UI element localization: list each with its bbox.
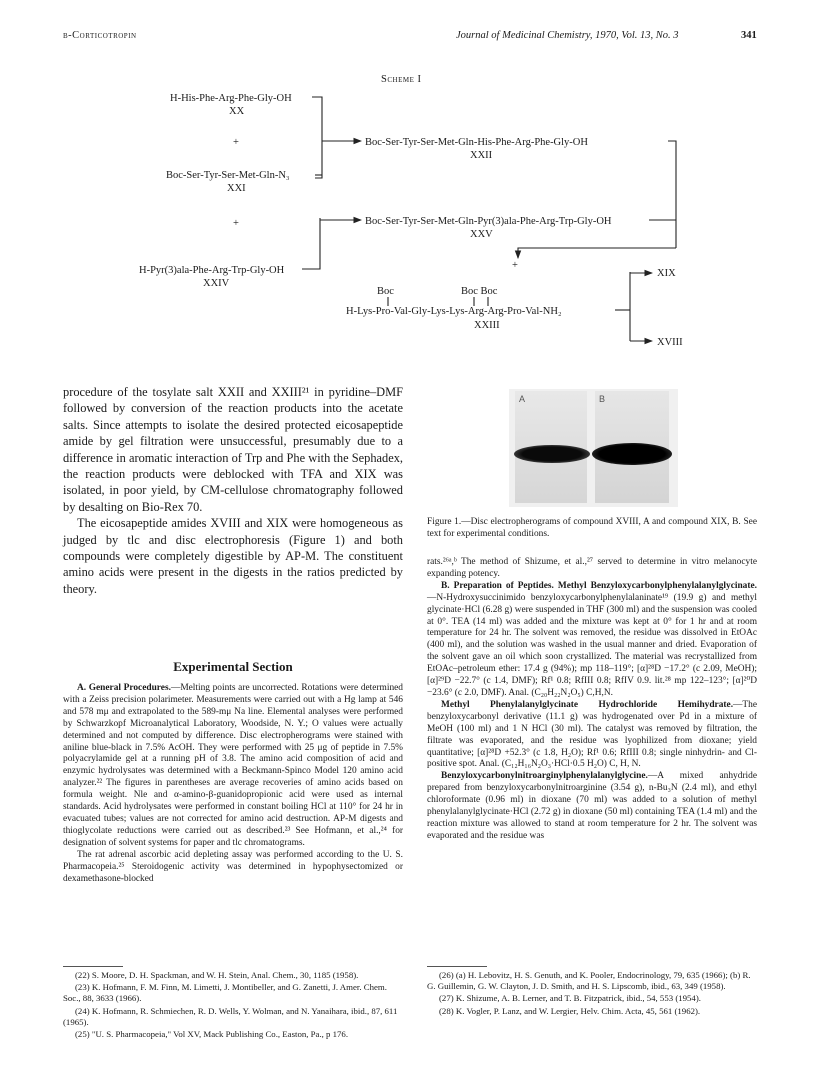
- footnote: (26) (a) H. Lebovitz, H. S. Genuth, and K. Pooler, Endocrinology, 79, 635 (1966); (b) R. G. Guillemin, G. W. Clayton, J. D. Smith, and H. S. Lipscomb, ibid., 63, 349 (1958).: [427, 970, 751, 992]
- boc-label: Boc: [377, 286, 394, 297]
- paragraph: —N-Hydroxysuccinimido benzyloxycarbonylphenylalaninate¹⁹ (19.9 g) and methyl glycinate·HCl (6.28 g) were suspended in THF (300 ml) and the suspension was cooled at 0°. TEA (14 ml) was added and the mixture was kept at 0° for 1 hr and at room temperature for 24 hr. The solvent was removed, the residue was dissolved in EtOAc (400 ml), and the solution was washed in the usual manner and dried. Evaporation of the solvent gave an oil which soon crystallized. The material was recrystallized from EtOAc–petroleum ether: 17.4 g (94%); mp 118–119°; [α]²⁸D −17.2° (c 2.09, MeOH); [α]²⁹D −22.7° (c 1.4, DMF); Rf¹ 0.8; RfIII 0.8; RfIV 0.9. lit.²⁸ mp 122–123°; [α]²⁰D −23.6° (c 2.0, DMF). Anal. (C₂₀H₂₂N₂O₅) C,H,N.: [427, 592, 757, 698]
- subsection-heading: Methyl Phenylalanylglycinate Hydrochloride Hemihydrate.: [441, 699, 734, 710]
- subsection-heading: B. Preparation of Peptides. Methyl Benzyloxycarbonylphenylalanylglycinate.: [441, 580, 757, 591]
- product-xix: XIX: [657, 268, 676, 279]
- compound-xxv-label: XXV: [470, 229, 493, 240]
- compound-xx-label: XX: [229, 106, 245, 117]
- bracket-line: [312, 97, 322, 178]
- compound-xxiv: H-Pyr(3)ala-Phe-Arg-Trp-Gly-OH: [139, 265, 285, 276]
- running-head-journal: Journal of Medicinal Chemistry, 1970, Vol. 13, No. 3: [456, 30, 679, 41]
- bracket-line: [302, 218, 320, 269]
- running-head-left: β-Corticotropin: [63, 30, 137, 41]
- paragraph: procedure of the tosylate salt XXII and XXIII²¹ in pyridine–DMF followed by conversion of the reaction products into the acetate salts. Since attempts to isolate the desired protected eicosapeptide amide by gel filtration were unsuccessful, presumably due to a difference in aromatic interaction of Trp and Phe with the Sephadex, the reaction products were deblocked with TFA and XIX was isolated, in poor yield, by CM-cellulose chromatography followed by desalting on Bio-Rex 70.: [63, 385, 403, 514]
- compound-xxiv-label: XXIV: [203, 278, 230, 289]
- compound-xxiii-label: XXIII: [474, 320, 500, 331]
- paragraph: rats.²⁶ᵃ,ᵇ The method of Shizume, et al.,²⁷ served to determine in vitro melanocyte expanding potency.: [427, 557, 757, 579]
- footnotes-right: [427, 970, 757, 1018]
- paragraph: The eicosapeptide amides XVIII and XIX were homogeneous as judged by tlc and disc electrophoresis (Figure 1) and both compounds were completely digestible by AP-M. The constituent amino acids were present in the digests in the ratios predicted by theory.: [63, 516, 403, 596]
- footnote: (28) K. Vogler, P. Lanz, and W. Lergier, Helv. Chim. Acta, 45, 561 (1962).: [439, 1005, 701, 1016]
- compound-xxii-label: XXII: [470, 150, 493, 161]
- footnote: (27) K. Shizume, A. B. Lerner, and T. B. Fitzpatrick, ibid., 54, 553 (1954).: [439, 993, 701, 1004]
- general-procedures: [63, 683, 403, 885]
- compound-xxi-label: XXI: [227, 183, 246, 194]
- paragraph: —The benzyloxycarbonyl derivative (11.1 g) was hydrogenated over Pd in a mixture of MeOH (100 ml) and 1 N HCl (30 ml). The catalyst was removed by filtration, the filtrate was evaporated, and the residue was lyophilized from dioxane; yield quantitative; [α]²⁸D +52.3° (c 1.8, H₂O); Rf¹ 0.6; RfIII 0.8; single ninhydrin- and Cl-positive spot. Anal. (C₁₂H₁₆N₂O₃·HCl·0.5 H₂O) C, H, N.: [427, 699, 757, 770]
- scheme-title: Scheme I: [381, 74, 422, 85]
- footnote: (24) K. Hofmann, R. Schmiechen, R. D. Wells, Y. Wolman, and N. Yanaihara, ibid., 87, 611 (1965).: [63, 1005, 398, 1027]
- reaction-arrow: [518, 248, 676, 258]
- boc-label: Boc Boc: [461, 286, 498, 297]
- paragraph: The rat adrenal ascorbic acid depleting assay was performed according to the U. S. Pharmacopeia.²⁵ Steroidogenic activity was determined in hypophysectomized or dexamethasone-blocked: [63, 849, 403, 884]
- scheme-arrows: [0, 0, 820, 360]
- left-column: [63, 384, 403, 597]
- electropherogram-figure: [509, 389, 678, 507]
- figure-caption: Figure 1.—Disc electropherograms of compound XVIII, A and compound XIX, B. See text for experimental conditions.: [427, 517, 757, 539]
- paragraph: —Melting points are uncorrected. Rotations were determined with a Zeiss precision polarimeter. Measurements were carried out with a Hg lamp at 546 and 578 mμ and extrapolated to the 589-mμ Na line. Elemental analyses were performed by Schwarzkopf Microanalytical Laboratory, Woodside, N. Y.; O values were actually determined and not computed by difference. Disc electropherograms were stained with aniline blue-black in 7.5% AcOH. They were performed with 25 μg of peptide in 7.5% polyacrylamide gel at a running pH of 3.8. The amino acid composition of acid and enzymic hydrolysates was determined with a Beckmann-Spinco Model 120 amino acid analyzer.²² The figures in parentheses are average recoveries of amino acids based on formula weight. Nle and α-amino-β-guanidopropionic acid were used as internal standards. Acid hydrolysates were performed in constant boiling HCl at 110° for 24 hr in evacuated tubes; values are not corrected for amino acid destruction. AP-M digests and thioglycolate reductions were carried out as described.²³ See Hofmann, et al.,²⁴ for designation of solvent systems for paper and tlc chromatograms.: [63, 683, 403, 848]
- compound-xxi: Boc-Ser-Tyr-Ser-Met-Gln-N₃: [166, 170, 290, 181]
- compound-xx: H-His-Phe-Arg-Phe-Gly-OH: [170, 93, 292, 104]
- compound-xxiii: H-Lys-Pro-Val-Gly-Lys-Lys-Arg-Arg-Pro-Val-NH₂: [346, 306, 562, 317]
- plus-sign: +: [233, 137, 239, 148]
- product-xviii: XVIII: [657, 337, 683, 348]
- right-column: [427, 557, 757, 843]
- footnote-rule: [427, 966, 487, 967]
- compound-xxv: Boc-Ser-Tyr-Ser-Met-Gln-Pyr(3)ala-Phe-Arg-Trp-Gly-OH: [365, 216, 612, 227]
- lane-a-label: A: [519, 394, 526, 404]
- footnote: (23) K. Hofmann, F. M. Finn, M. Limetti, J. Montibeller, and G. Zanetti, J. Amer. Chem. Soc., 88, 3633 (1966).: [63, 982, 387, 1004]
- section-heading: Experimental Section: [173, 659, 293, 674]
- lane-b-label: B: [599, 394, 606, 404]
- band-a: [514, 445, 590, 463]
- subsection-heading: Benzyloxycarbonylnitroarginylphenylalanylglycine.: [441, 771, 648, 782]
- plus-sign: +: [233, 218, 239, 229]
- footnote-rule: [63, 966, 123, 967]
- plus-sign: +: [512, 260, 518, 271]
- footnote: (25) "U. S. Pharmacopeia," Vol XV, Mack Publishing Co., Easton, Pa., p 176.: [75, 1029, 349, 1040]
- footnote: (22) S. Moore, D. H. Spackman, and W. H. Stein, Anal. Chem., 30, 1185 (1958).: [75, 970, 359, 980]
- compound-xxii: Boc-Ser-Tyr-Ser-Met-Gln-His-Phe-Arg-Phe-Gly-OH: [365, 137, 588, 148]
- bracket-line: [668, 141, 676, 248]
- page-number: 341: [741, 30, 757, 41]
- subsection-heading: A. General Procedures.: [77, 683, 171, 693]
- paragraph: —A mixed anhydride prepared from benzyloxycarbonylnitroarginine (3.54 g), n-Bu₃N (2.4 ml), and ethyl chloroformate (0.96 ml) in dioxane (70 ml) was added to a solution of methyl phenylalanylglycinate·HCl (2.72 g) in dioxane (50 ml) containing TEA (1.4 ml) and the reaction mixture was allowed to stand at room temperature for 2 hr. The solvent was evaporated and the residue was: [427, 771, 757, 841]
- band-b: [592, 443, 672, 465]
- footnotes-left: [63, 970, 403, 1041]
